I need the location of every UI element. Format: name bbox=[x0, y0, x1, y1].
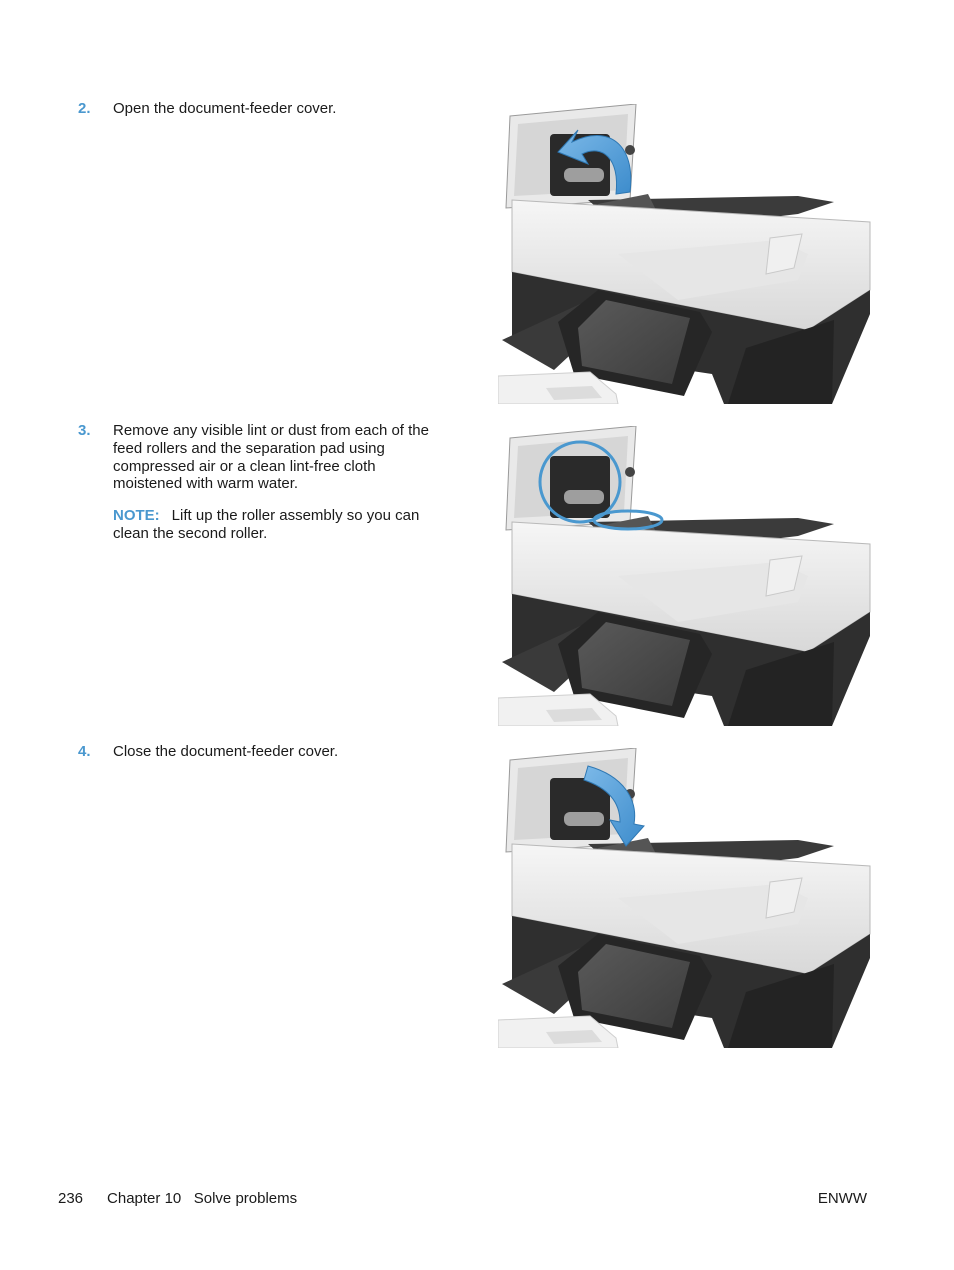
step-number: 2. bbox=[78, 100, 91, 117]
footer-left bbox=[58, 1190, 297, 1207]
figure-clean-rollers bbox=[498, 426, 872, 726]
note bbox=[113, 507, 443, 543]
step-4 bbox=[78, 743, 443, 761]
chapter-title: Chapter 10 Solve problems bbox=[107, 1190, 298, 1207]
step-number: 4. bbox=[78, 743, 91, 760]
step-text: Remove any visible lint or dust from each of the feed rollers and the separation pad using compressed air or a clean lint-free cloth moistened with warm water. bbox=[113, 422, 429, 493]
figure-close-cover bbox=[498, 748, 872, 1048]
page-number: 236 bbox=[58, 1190, 84, 1207]
figure-open-cover bbox=[498, 104, 872, 404]
step-number: 3. bbox=[78, 422, 91, 439]
note-label: NOTE: bbox=[113, 507, 160, 525]
note-text: Lift up the roller assembly so you can clean the second roller. bbox=[113, 507, 420, 542]
step-text: Close the document-feeder cover. bbox=[113, 743, 339, 760]
step-3 bbox=[78, 422, 443, 543]
footer-code: ENWW bbox=[817, 1190, 867, 1207]
step-2 bbox=[78, 100, 443, 118]
step-text: Open the document-feeder cover. bbox=[113, 100, 337, 117]
